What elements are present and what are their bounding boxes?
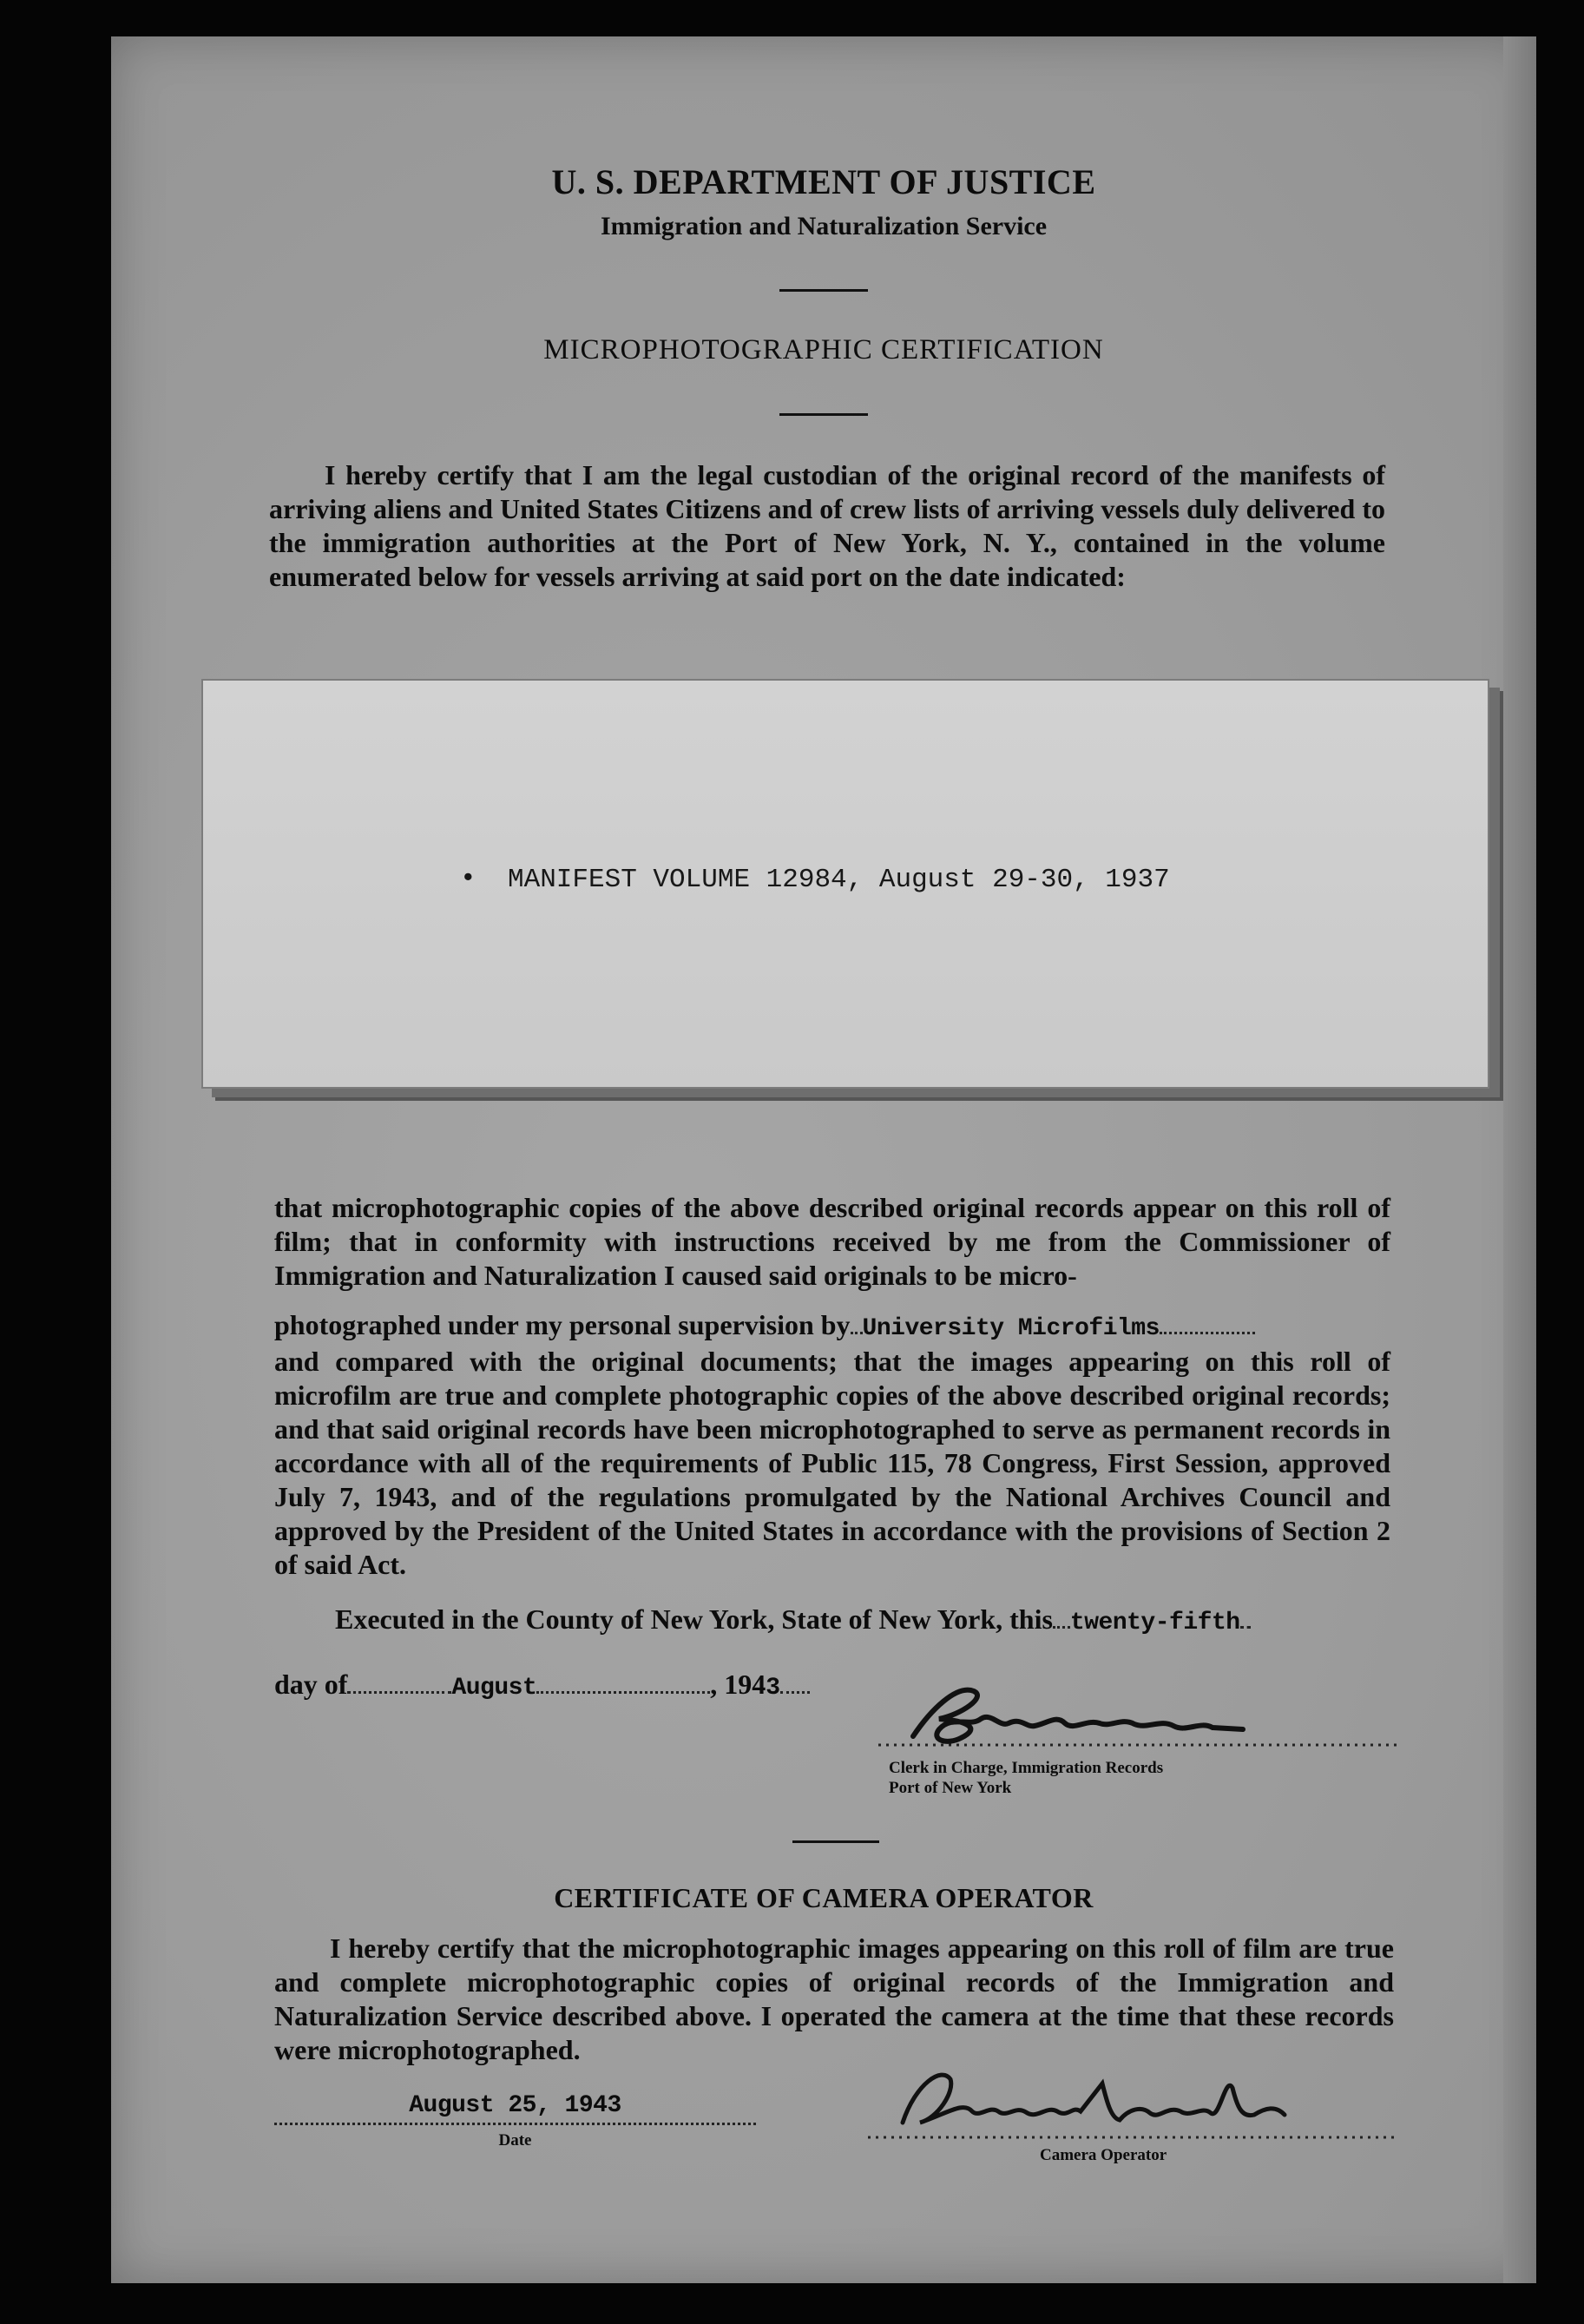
execution-day-value: twenty-fifth (1069, 1610, 1240, 1636)
header-rule-top (779, 289, 868, 292)
date-value: August 25, 1943 (274, 2092, 756, 2125)
clerk-title (889, 1758, 1163, 1798)
film-edge (1503, 36, 1536, 2283)
date-field (274, 2092, 756, 2150)
intro-paragraph (269, 458, 1385, 594)
execution-line (335, 1603, 1251, 1636)
year-prefix: , 194 (710, 1669, 766, 1700)
body-paragraph-1: that microphotographic copies of the above described original records appear on this roll of film; that in conformity with instructions received by me from the Commissioner of Immigration and Naturalization I caused said originals to be micro- (274, 1192, 1390, 1291)
date-label: Date (498, 2131, 532, 2150)
photographed-by-label: photographed under my personal supervision by (274, 1309, 851, 1340)
execution-year-value: 3 (766, 1675, 780, 1702)
operator-signature (868, 2057, 1397, 2149)
manifest-bullet: • (460, 864, 477, 894)
certification-title: MICROPHOTOGRAPHIC CERTIFICATION (543, 334, 1104, 365)
execution-month-value: August (451, 1675, 537, 1702)
camera-certificate-paragraph (274, 1932, 1394, 2067)
day-of-line (274, 1669, 810, 1702)
clerk-signature (878, 1676, 1399, 1758)
clerk-title-line-2: Port of New York (889, 1779, 1012, 1797)
photographed-by-line (274, 1309, 1255, 1342)
camera-certificate-text: I hereby certify that the microphotographic images appearing on this roll of film are true and complete microphotographic copies of original records of the Immigration and Naturalization Service described above. I operated the camera at the time that these records were microphotographed. (274, 1932, 1394, 2065)
body-paragraph-2: and compared with the original documents; that the images appearing on this roll of microfilm are true and complete photographic copies of the above described original records; and that said original records have been microphotographed to serve as permanent records in accordance with all of the requirements of Public 115, 78 Congress, First Session, approved July 7, 1943, and of the regulations promulgated by the National Archives Council and approved by the President of the United States in accordance with the provisions of Section 2 of said Act. (274, 1346, 1390, 1580)
operator-label: Camera Operator (1040, 2146, 1167, 2164)
manifest-volume-text: MANIFEST VOLUME 12984, August 29-30, 1937 (508, 865, 1170, 895)
service-heading: Immigration and Naturalization Service (600, 212, 1048, 240)
photographed-by-value: University Microfilms (862, 1315, 1160, 1342)
header-rule-bottom (779, 413, 868, 416)
clerk-title-line-1: Clerk in Charge, Immigration Records (889, 1759, 1164, 1777)
day-of-label: day of (274, 1669, 348, 1700)
execution-label: Executed in the County of New York, State of New York, this (335, 1603, 1053, 1635)
department-heading: U. S. DEPARTMENT OF JUSTICE (551, 162, 1096, 201)
camera-certificate-title: CERTIFICATE OF CAMERA OPERATOR (554, 1882, 1094, 1913)
intro-paragraph-text: I hereby certify that I am the legal custodian of the original record of the manifests of arriving aliens and United States Citizens and of crew lists of arriving vessels duly delivered to the immigration authorities at the Port of New York, N. Y., contained in the volume enumerated below for vessels arriving at said port on the date indicated: (269, 459, 1385, 592)
section-divider (792, 1840, 879, 1843)
